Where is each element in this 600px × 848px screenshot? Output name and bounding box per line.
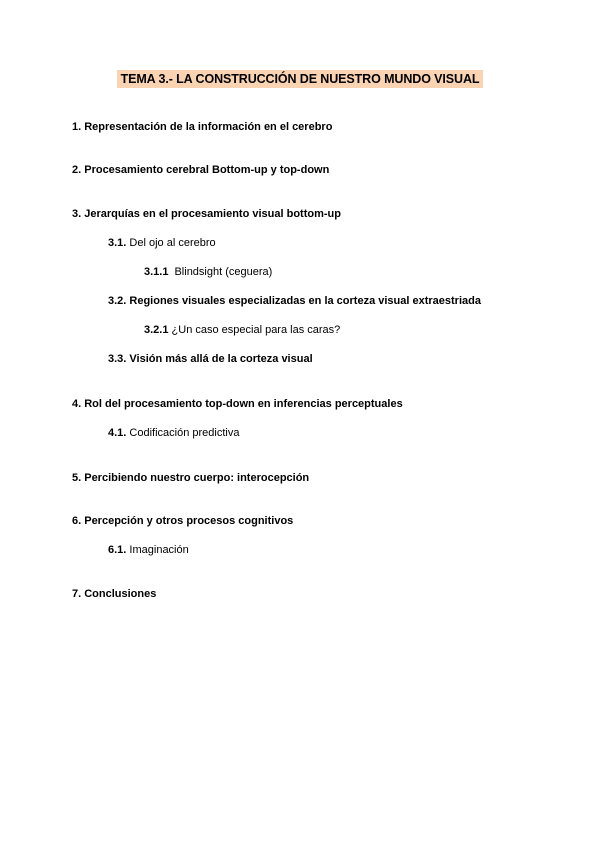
toc-item-3: 3. Jerarquías en el procesamiento visual bottom-up — [72, 208, 341, 220]
toc-item-6-1-label: Imaginación — [129, 544, 189, 556]
toc-item-3-1 — [108, 236, 216, 250]
toc-item-7: 7. Conclusiones — [72, 588, 157, 600]
toc-item-3-2-1 — [144, 323, 340, 337]
toc-item-3-2: 3.2. Regiones visuales especializadas en la corteza visual extraestriada — [108, 295, 481, 307]
toc-item-3-2-1-number: 3.2.1 — [144, 324, 169, 336]
toc-item-1: 1. Representación de la información en el cerebro — [72, 121, 333, 133]
toc-item-4-1 — [108, 426, 239, 440]
toc-item-3-1-1-number: 3.1.1 — [144, 266, 169, 278]
toc-item-4: 4. Rol del procesamiento top-down en inferencias perceptuales — [72, 398, 403, 410]
toc-item-3-3: 3.3. Visión más allá de la corteza visual — [108, 353, 313, 365]
toc-item-3-1-number: 3.1. — [108, 237, 127, 249]
toc-item-3-1-1-label: Blindsight (ceguera) — [174, 266, 273, 278]
document-title: TEMA 3.- LA CONSTRUCCIÓN DE NUESTRO MUNDO VISUAL — [117, 70, 484, 88]
toc-item-4-1-label: Codificación predictiva — [129, 427, 240, 439]
toc-item-6-1-number: 6.1. — [108, 544, 127, 556]
toc-item-2: 2. Procesamiento cerebral Bottom-up y top-down — [72, 164, 330, 176]
title-container — [0, 70, 600, 88]
toc-item-4-1-number: 4.1. — [108, 427, 127, 439]
toc-item-6-1 — [108, 543, 189, 557]
toc-item-6: 6. Percepción y otros procesos cognitivos — [72, 515, 294, 527]
toc-item-3-2-1-label: ¿Un caso especial para las caras? — [171, 324, 341, 336]
toc-item-3-1-label: Del ojo al cerebro — [129, 237, 216, 249]
toc-item-3-1-1 — [144, 265, 272, 279]
toc-item-5: 5. Percibiendo nuestro cuerpo: interocepción — [72, 472, 310, 484]
